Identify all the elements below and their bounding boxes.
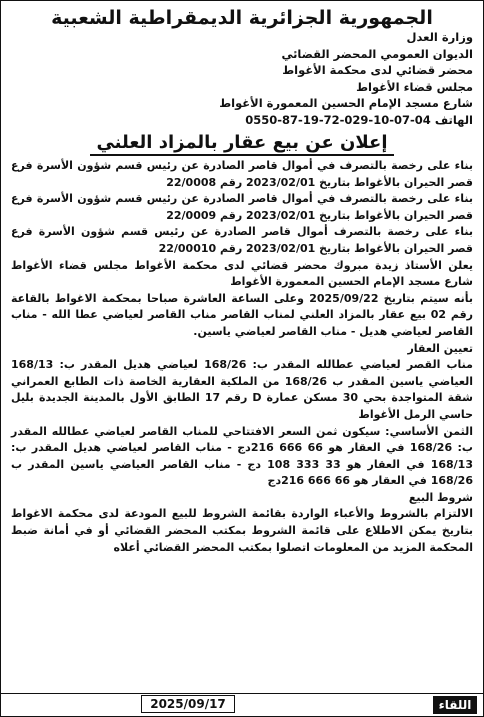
announcer-paragraph: يعلن الأستاذ زيدة مبروك محضر قضائي لدى محكمة الأغواط مجلس قضاء الأغواط شارع مسجد الإمام الحسين المعمورة الأغواط bbox=[11, 258, 473, 289]
republic-heading: الجمهورية الجزائرية الديمقراطية الشعبية bbox=[51, 7, 433, 29]
conditions-heading: شروط البيع bbox=[408, 490, 473, 504]
notice-body bbox=[11, 158, 473, 556]
council-line: مجلس قضاء الأغواط bbox=[356, 79, 473, 94]
title-wrap bbox=[11, 132, 473, 156]
notice-title: إعلان عن بيع عقار بالمزاد العلني bbox=[90, 132, 393, 156]
footer-bar bbox=[1, 693, 483, 716]
publication-date: 2025/09/17 bbox=[141, 695, 235, 713]
office-line: الديوان العمومي المحضر القضائي bbox=[281, 46, 473, 61]
auction-paragraph: بأنه سيتم بتاريخ 2025/09/22 وعلى الساعة العاشرة صباحا بمحكمة الاغواط بالقاعة رقم 02 بيع عقار بالمزاد العلني لمناب القاصر مناب القاصر لعياضي عطا الله - مناب القاصر لعياضي هديل - مناب القاصر لعياضي ياسين. bbox=[11, 291, 473, 338]
license-paragraph-2: بناء على رخصة بالتصرف في أموال قاصر الصادرة عن رئيس قسم شؤون الأسرة فرع قصر الحيران بالأغواط بتاريخ 2023/02/01 رقم 22/0009 bbox=[11, 192, 473, 222]
issuer-block bbox=[11, 29, 473, 128]
license-paragraph-1: بناء على رخصة بالتصرف في أموال قاصر الصادرة عن رئيس قسم شؤون الأسرة فرع قصر الحيران بالأغواط بتاريخ 2023/02/01 رقم 22/0008 bbox=[11, 159, 473, 189]
address-line: شارع مسجد الإمام الحسين المعمورة الأغواط bbox=[219, 96, 473, 110]
property-text: مناب القصر لعياضي عطالله المقدر ب: 168/26 لعياضي هديل المقدر ب: 168/13 العياضي ياسين المقدر ب 168/26 من الملكية العقارية الخاصة ذات الطابع العمراني شقة المتواجدة بحي 30 مسكن عمارة D رقم 17 الطابق الأول بالمدينة الجديدة بليل حاسي الرمل الأغواط bbox=[11, 358, 473, 421]
property-heading: تعيين العقار bbox=[407, 341, 473, 355]
ministry-line: وزارة العدل bbox=[406, 30, 473, 44]
phone-line: الهاتف 04-07-10-029-72-19-87-0550 bbox=[245, 112, 473, 127]
conditions-text: الالتزام بالشروط والأعباء الواردة بقائمة الشروط للبيع المودعة لدى محكمة الاغواط بتاريخ يمكن الاطلاع على قائمة الشروط بمكتب المحضر القضائي أو في أمانة ضبط المحكمة المزيد من المعلومات اتصلوا بمكتب المحضر القضائي أعلاه bbox=[11, 507, 473, 554]
bailiff-line: محضر قضائي لدى محكمة الأغواط bbox=[282, 63, 473, 77]
license-paragraph-3: بناء على رخصة بالتصرف أموال قاصر الصادرة عن رئيس قسم شؤون الأسرة فرع قصر الحيران بالأغواط بتاريخ 2023/02/01 رقم 22/00010 bbox=[11, 225, 473, 255]
newspaper-brand: اللقاء bbox=[433, 696, 477, 714]
price-text: الثمن الأساسي: سيكون ثمن السعر الافتتاحي للمناب القاصر لعياضي عطالله المقدر ب: 168/26 في العقار هو 66 666 216دج - مناب القاصر لعياضي هديل المقدر ب: 168/13 في العقار هو 33 333 108 دج - مناب القاصر العياضي ياسين المقدر ب 168/26 في العقار هو 66 666 216دج bbox=[11, 424, 473, 488]
